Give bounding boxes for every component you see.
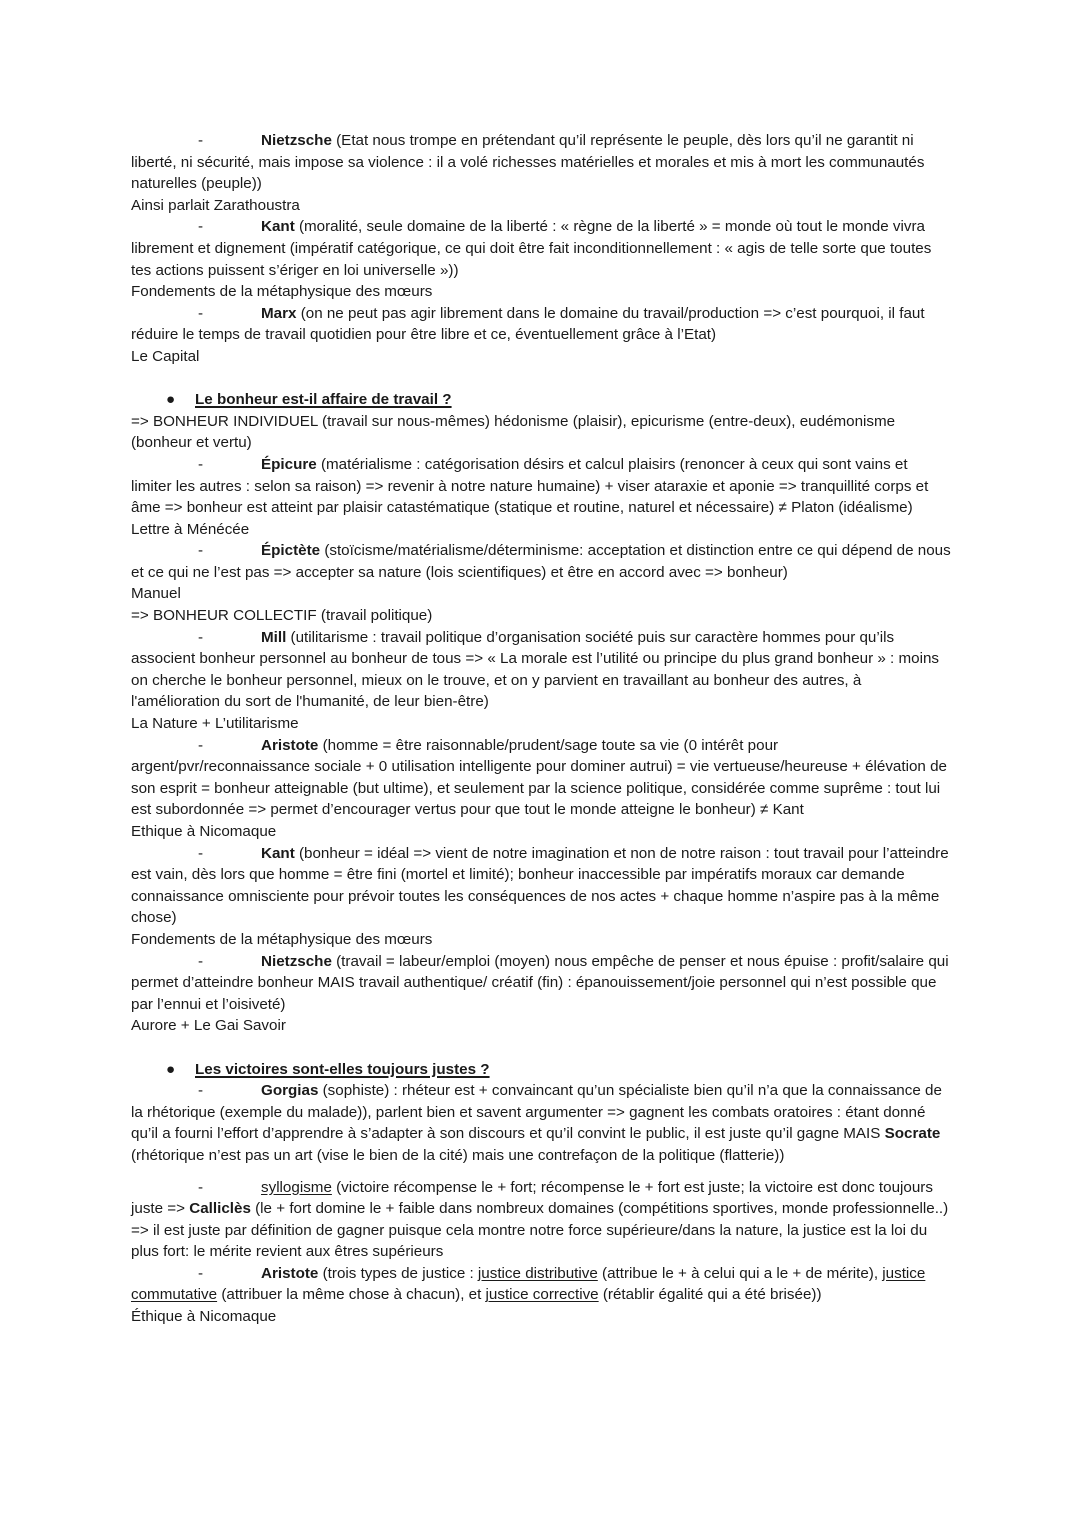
dash-marker: - — [198, 132, 204, 149]
entry-text: (bonheur = idéal => vient de notre imagination et non de notre raison : tout travail pour l’atteindre est vain, dès lors que homme = être fini (mortel et limité); bonheur inaccessible par impératifs moraux car demande connaissance omnisciente pour prévoir toutes les conséquences de nos actes + chaque homme n’aspire pas à la même chose) — [131, 844, 949, 927]
section-title: Les victoires sont-elles toujours justes ? — [195, 1060, 490, 1078]
entry-text: (on ne peut pas agir librement dans le domaine du travail/production => c’est pourquoi, il faut réduire le temps de travail quotidien pour être libre et ce, éventuellement grâce à l’Etat) — [131, 304, 925, 344]
entry-text: (attribue le + à celui qui a le + de mérite), — [597, 1264, 883, 1282]
entry-kant-bonheur — [131, 843, 951, 929]
dash-marker: - — [198, 1082, 204, 1100]
dash-marker: - — [198, 218, 204, 236]
book-title: Ainsi parlait Zarathoustra — [131, 196, 300, 214]
book-title: Lettre à Ménécée — [131, 520, 250, 538]
term: justice distributive — [477, 1264, 598, 1282]
spacer — [131, 1167, 951, 1177]
entry-marx — [131, 303, 951, 346]
entry-nietzsche — [131, 130, 951, 195]
philosopher-name: Épictète — [261, 542, 321, 560]
book-title: Éthique à Nicomaque — [131, 1308, 277, 1326]
philosopher-name: Socrate — [884, 1125, 941, 1143]
philosopher-name: Kant — [261, 844, 295, 862]
entry-text: (matérialisme : catégorisation désirs et calcul plaisirs (renoncer à ceux qui sont vains et limiter les autres : selon sa raison) => revenir à notre nature humaine) + viser ataraxie et aponie => tranquillité corps et âme => bonheur est atteint par plaisir catastématique (statique et routine, naturel et nécessaire) ≠ Platon (idéalisme) — [131, 455, 929, 517]
entry-text: (homme = être raisonnable/prudent/sage toute sa vie (0 intérêt pour argent/pvr/reconnaissance sociale + 0 utilisation intelligente pour dominer autrui) = vie vertueuse/heureuse + élévation de son esprit = bonheur atteignable (but ultime), et seulement par la science politique, considérée comme suprême : tout lui est subordonnée => permet d’encourager vertus pour que tout le monde atteigne le bonheur) ≠ Kant — [131, 736, 947, 819]
entry-text: (rétablir égalité qui a été brisée)) — [598, 1286, 822, 1304]
document-page — [131, 130, 951, 1328]
entry-text: (le + fort domine le + faible dans nombreux domaines (compétitions sportives, monde professionnelle..) => il est juste par définition de gagner puisque cela montre notre force supérieure/dans la nature, la justice est la loi du plus fort: le mérite revient aux êtres supérieurs — [131, 1200, 949, 1261]
dash-marker: - — [198, 736, 204, 754]
book-title: La Nature + L’utilitarisme — [131, 715, 299, 733]
entry-kant — [131, 216, 951, 281]
dash-marker: - — [198, 628, 204, 646]
book-title: Le Capital — [131, 347, 200, 365]
section-heading-bonheur — [131, 389, 951, 411]
entry-text: (attribuer la même chose à chacun), et — [217, 1286, 486, 1304]
entry-text: (moralité, seule domaine de la liberté : « règne de la liberté » = monde où tout le monde vivra librement et dignement (impératif catégorique, ce qui doit être fait inconditionnellement : « agis de telle sorte que toutes tes actions puissent s’ériger en loi universelle »)) — [131, 218, 932, 279]
book-title: Manuel — [131, 585, 181, 603]
entry-text: (sophiste) : rhéteur est + convaincant qu’un spécialiste bien qu’il n’a que la connaissance de la rhétorique (exemple du malade)), parlent bien et savent argumenter => gagnent les combats oratoires : étant donné qu’il a fourni l’effort d’apprendre à s’adapter à son discours et qu’il convint le public, il est juste qu’il gagne MAIS — [131, 1082, 942, 1143]
dash-marker: - — [198, 952, 204, 970]
philosopher-name: Calliclès — [189, 1200, 251, 1218]
entry-text: (Etat nous trompe en prétendant qu’il représente le peuple, dès lors qu’il ne garantit ni liberté, ni sécurité, mais impose sa violence : il a volé richesses matérielles et morales et mis à mort les communautés naturelles (peuple)) — [131, 132, 925, 193]
term: syllogisme — [261, 1178, 332, 1196]
section-title: Le bonheur est-il affaire de travail ? — [195, 391, 452, 409]
philosopher-name: Mill — [261, 628, 287, 646]
entry-text: (trois types de justice : — [318, 1264, 478, 1282]
entry-syllogisme — [131, 1177, 951, 1263]
entry-gorgias — [131, 1080, 951, 1166]
entry-text: (victoire récompense le + fort; récompense le + fort est juste; la victoire est donc toujours juste => — [131, 1178, 933, 1218]
spacer — [131, 368, 951, 390]
dash-marker: - — [198, 1264, 204, 1282]
philosopher-name: Nietzsche — [261, 952, 332, 970]
subheading-individuel: => BONHEUR INDIVIDUEL (travail sur nous-mêmes) hédonisme (plaisir), epicurisme (entre-deux), eudémonisme (bonheur et vertu) — [131, 412, 896, 452]
philosopher-name: Aristote — [261, 736, 319, 754]
book-title: Ethique à Nicomaque — [131, 823, 277, 840]
dash-marker: - — [198, 542, 204, 560]
entry-text: (stoïcisme/matérialisme/déterminisme: acceptation et distinction entre ce qui dépend de nous et ce qui ne l’est pas => accepter sa nature (lois scientifiques) et être en accord avec => bonheur) — [131, 542, 951, 581]
bullet-icon: ● — [166, 1060, 176, 1078]
philosopher-name: Aristote — [261, 1264, 319, 1282]
bullet-icon: ● — [166, 391, 176, 409]
book-title: Fondements de la métaphysique des mœurs — [131, 930, 433, 948]
entry-epictete — [131, 540, 951, 583]
entry-text: (rhétorique n’est pas un art (vise le bien de la cité) mais une contrefaçon de la politique (flatterie)) — [131, 1146, 785, 1164]
philosopher-name: Marx — [261, 304, 297, 322]
term: justice commutative — [131, 1264, 926, 1304]
dash-marker: - — [198, 844, 204, 862]
dash-marker: - — [198, 304, 204, 322]
section-heading-victoires — [131, 1059, 951, 1081]
dash-marker: - — [198, 1178, 204, 1196]
dash-marker: - — [198, 455, 204, 473]
entry-mill — [131, 627, 951, 713]
entry-epicure — [131, 454, 951, 519]
term: justice corrective — [485, 1286, 599, 1304]
entry-nietzsche-bonheur — [131, 951, 951, 1016]
entry-aristote-justice — [131, 1263, 951, 1306]
book-title: Aurore + Le Gai Savoir — [131, 1017, 286, 1035]
philosopher-name: Gorgias — [261, 1082, 319, 1100]
entry-text: (travail = labeur/emploi (moyen) nous empêche de penser et nous épuise : profit/salaire qui permet d’atteindre bonheur MAIS travail authentique/ créatif (fin) : épanouissement/joie personnel qui n’est possible que par l’ennui et l’oisiveté) — [131, 952, 949, 1013]
philosopher-name: Kant — [261, 218, 295, 236]
philosopher-name: Nietzsche — [261, 132, 332, 149]
philosopher-name: Épicure — [261, 455, 317, 473]
spacer — [131, 1037, 951, 1059]
entry-text: (utilitarisme : travail politique d’organisation société puis sur caractère hommes pour qu’ils associent bonheur personnel au bonheur de tous => « La morale est l’utilité ou principe du plus grand bonheur » : moins on cherche le bonheur personnel, mieux on le trouve, et on y parvient en travaillant au bonheur des autres, à l'amélioration du sort de l'humanité, de leur bien-être) — [131, 628, 940, 711]
subheading-collectif: => BONHEUR COLLECTIF (travail politique) — [131, 607, 433, 625]
entry-aristote — [131, 735, 951, 821]
book-title: Fondements de la métaphysique des mœurs — [131, 283, 433, 301]
